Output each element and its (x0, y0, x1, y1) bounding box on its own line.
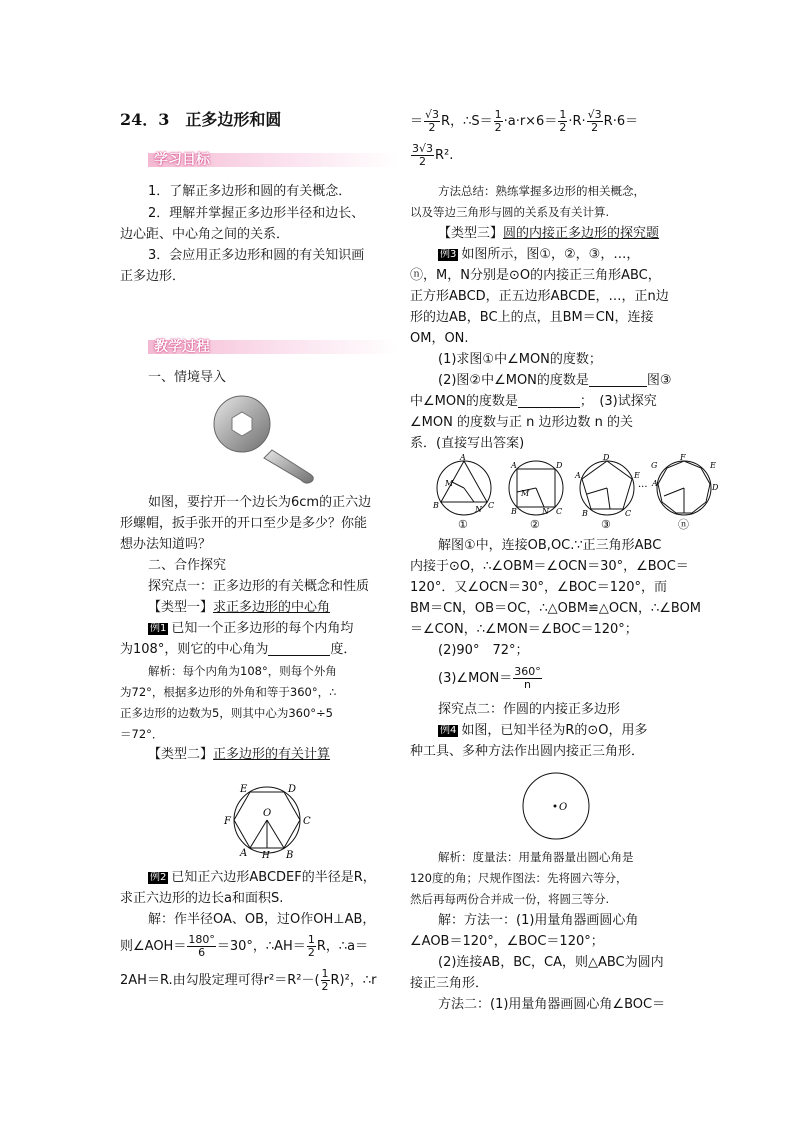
example-badge: 例3 (440, 249, 457, 260)
vertex-label: C (303, 816, 311, 827)
solution-line: 120°．又∠OCN＝30°，∠BOC＝120°，而 (410, 580, 668, 595)
fraction: $\frac{1}{2}$ (321, 967, 329, 993)
svg-text:D: D (556, 461, 563, 470)
banner-label: 学习目标 (154, 152, 210, 168)
solution-line: 方法二：(1)用量角器画圆心角∠BOC＝ (438, 997, 666, 1012)
intro-line: 想办法知道吗？ (120, 537, 212, 552)
figure-1-triangle (432, 453, 494, 515)
question-line: (2)图②中∠MON的度数是 图③ (438, 373, 672, 388)
explore-point-1: 探究点一：正多边形的有关概念和性质 (148, 579, 370, 594)
question-line: (1)求图①中∠MON的度数； (438, 352, 602, 367)
example-1 (148, 619, 353, 638)
circle-o-figure (520, 770, 592, 842)
analysis-line: 为72°，根据多边形的外角和等于360°，∴ (120, 685, 337, 699)
type-title: 正多边形的有关计算 (213, 747, 331, 762)
example-3-line: 正方形ABCD，正五边形ABCDE，…，正n边 (410, 289, 669, 304)
solution-line: ＝ $\frac{√3}{2}$ R，∴S＝ $\frac{1}{2}$ ·a·r×6＝ $\frac{1}{2}$ ·R· $\frac{√3}{2}$ R·6＝ (410, 108, 639, 134)
svg-text:E: E (634, 471, 640, 480)
solution-line: 则∠AOH＝ $\frac{180^\circ}{6}$ ＝30°，∴AH＝ $\frac{1}{2}$ R，∴a＝ (120, 933, 369, 959)
type-prefix: 【类型二】 (148, 747, 214, 762)
solution-line: 解：作半径OA、OB，过O作OH⊥AB， (148, 912, 376, 927)
section-heading: 一、情境导入 (148, 370, 227, 385)
solution-line: 接正三角形． (410, 976, 489, 991)
analysis-line: ＝72°． (120, 727, 164, 741)
example-4-line: 种工具、多种方法作出圆内接正三角形． (410, 744, 645, 759)
analysis-line: 然后再每两份合并成一份，将圆三等分. (410, 892, 610, 906)
example-text: 已知正六边形ABCDEF的半径是R， (171, 870, 376, 885)
example-3-line: ⓝ，M，N分别是⊙O的内接正三角形ABC， (410, 268, 661, 283)
type-heading-1 (148, 598, 330, 617)
solution-line: 解图①中，连接OB,OC.∵正三角形ABC (438, 538, 662, 553)
fraction: $\frac{180^\circ}{6}$ (188, 933, 215, 959)
svg-text:F: F (680, 453, 686, 462)
fraction: $\frac{√3}{2}$ (587, 108, 602, 134)
solution-line: (2)90° 72°； (438, 643, 529, 658)
goal-line: 正多边形． (120, 269, 186, 284)
solution-line: ＝∠CON，∴∠MON＝∠BOC＝120°； (410, 622, 638, 637)
example-2 (148, 868, 376, 887)
svg-text:M: M (445, 479, 454, 488)
fraction: $\frac{360^\circ}{n}$ (514, 665, 541, 691)
answer-blank (518, 393, 580, 408)
wrench-image (212, 392, 322, 484)
analysis-line: 120度的角；尺规作图法：先将圆六等分， (410, 871, 628, 885)
svg-text:G: G (651, 461, 658, 470)
svg-text:A: A (575, 471, 581, 480)
question-line: ∠MON 的度数与正 n 边形边数 n 的关 (410, 415, 633, 430)
example-2-line: 求正六边形的边长a和面积S. (120, 891, 284, 906)
type-prefix: 【类型一】 (148, 600, 214, 615)
intro-line: 形螺帽，扳手张开的开口至少是多少？你能 (120, 516, 368, 531)
vertex-label: D (288, 784, 297, 795)
svg-text:B: B (582, 509, 588, 518)
figure-3-pentagon (574, 453, 640, 518)
example-badge: 例1 (150, 623, 167, 634)
goal-line: 2．理解并掌握正多边形半径和边长、 (148, 206, 365, 221)
solution-line: 2AH＝R.由勾股定理可得r²＝R²－( $\frac{1}{2}$ R)²，∴r (120, 967, 377, 993)
question-line: 中∠MON的度数是 ； (3)试探究 (410, 394, 657, 409)
figure-n-polygon (651, 453, 719, 515)
inscribed-polygons-figure (432, 453, 719, 532)
example-text: 如图所示，图①，②，③，…， (461, 247, 640, 262)
type-prefix: 【类型三】 (438, 226, 504, 241)
vertex-label: E (240, 784, 248, 795)
solution-line: 内接于⊙O，∴∠OBM＝∠OCN＝30°，∠BOC＝ (410, 559, 689, 574)
example-text: 已知一个正多边形的每个内角均 (171, 621, 354, 636)
figure-caption: ② (530, 518, 540, 531)
figure-caption: ⓝ (678, 518, 689, 531)
page-title: 24．3 正多边形和圆 (120, 110, 282, 129)
figure-2-square (509, 461, 563, 516)
svg-text:E: E (710, 461, 716, 470)
svg-text:N: N (475, 505, 482, 514)
analysis-line: 解析：度量法：用量角器量出圆心角是 (438, 850, 634, 864)
summary-line: 以及等边三角形与圆的关系及有关计算. (410, 205, 610, 219)
banner-teaching-process (148, 337, 398, 357)
fraction: $\frac{1}{2}$ (307, 933, 315, 959)
solution-line: ∠AOB＝120°，∠BOC＝120°； (410, 934, 604, 949)
answer-blank (589, 372, 647, 387)
type-heading-2 (148, 745, 330, 764)
figure-caption: ③ (601, 518, 611, 531)
svg-text:C: C (625, 509, 632, 518)
example-3-line: 形的边AB，BC上的点，且BM＝CN，连接 (410, 310, 654, 325)
svg-text:B: B (511, 507, 517, 516)
svg-text:N: N (542, 507, 549, 516)
fraction: $\frac{1}{2}$ (494, 108, 502, 134)
solution-line: (3)∠MON＝ $\frac{360^\circ}{n}$ (438, 665, 541, 691)
solution-line: 解：方法一：(1)用量角器画圆心角 (438, 913, 639, 928)
figure-caption: ① (458, 518, 468, 531)
answer-blank (268, 641, 330, 656)
foot-label: H (262, 851, 270, 861)
svg-text:M: M (521, 489, 530, 498)
svg-text:A: A (460, 453, 466, 462)
solution-line: $\frac{3√3}{2}$ R². (412, 142, 454, 168)
analysis-line: 解析：每个内角为108°，则每个外角 (148, 664, 337, 678)
goal-line: 边心距、中心角之间的关系． (120, 227, 290, 242)
fraction: $\frac{√3}{2}$ (425, 108, 440, 134)
hexagon-circle-figure (220, 780, 320, 860)
solution-line: BM＝CN，OB＝OC，∴△OBM≌△OCN，∴∠BOM (410, 601, 702, 616)
fraction: $\frac{1}{2}$ (559, 108, 567, 134)
center-label: O (559, 802, 568, 813)
example-3-line: OM，ON. (410, 331, 469, 346)
example-badge: 例4 (440, 725, 457, 736)
svg-text:A: A (652, 479, 658, 488)
intro-line: 如图，要拧开一个边长为6cm的正六边 (148, 495, 372, 510)
example-text: 如图，已知半径为R的⊙O，用多 (461, 723, 648, 738)
example-3 (438, 245, 639, 264)
svg-text:C: C (556, 507, 563, 516)
svg-text:D: D (603, 453, 610, 462)
section-heading: 二、合作探究 (148, 558, 227, 573)
vertex-label: A (240, 848, 248, 859)
summary-line: 方法总结：熟练掌握多边形的相关概念， (438, 184, 645, 198)
type-title: 圆的内接正多边形的探究题 (503, 226, 660, 241)
svg-text:B: B (433, 501, 439, 510)
type-heading-3 (438, 224, 659, 243)
analysis-line: 正多边形的边数为5，则其中心为360°÷5 (120, 706, 333, 720)
svg-text:C: C (488, 501, 495, 510)
goal-line: 1．了解正多边形和圆的有关概念． (148, 184, 352, 199)
ellipsis: ··· (638, 482, 648, 493)
type-title: 求正多边形的中心角 (213, 600, 331, 615)
example-badge: 例2 (150, 872, 167, 883)
question-line: 系．(直接写出答案) (410, 436, 525, 451)
explore-point-2: 探究点二：作圆的内接正多边形 (438, 702, 621, 717)
vertex-label: F (224, 816, 231, 827)
svg-text:A: A (511, 461, 517, 470)
vertex-label: B (286, 850, 294, 861)
example-1-line: 为108°，则它的中心角为 度． (120, 642, 357, 657)
solution-line: (2)连接AB，BC，CA，则△ABC为圆内 (438, 955, 664, 970)
banner-learning-goals (148, 150, 398, 170)
example-4 (438, 721, 648, 740)
svg-text:D: D (712, 483, 719, 492)
banner-label: 教学过程 (154, 339, 210, 355)
fraction: $\frac{3√3}{2}$ (412, 142, 434, 168)
goal-line: 3．会应用正多边形和圆的有关知识画 (148, 248, 365, 263)
center-label: O (263, 808, 272, 819)
